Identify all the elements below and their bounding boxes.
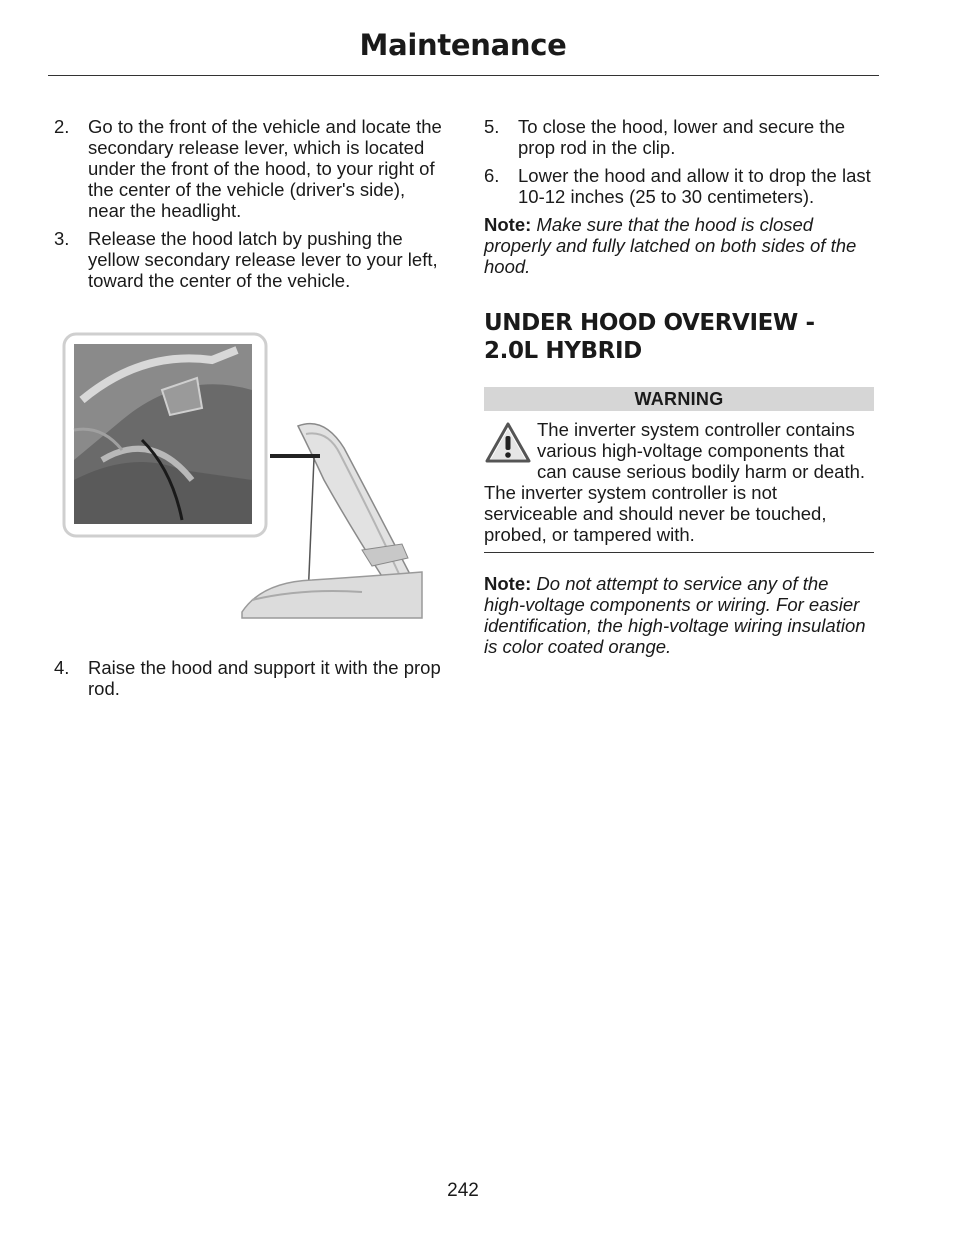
hood-latch-illustration — [62, 330, 430, 622]
step-text: To close the hood, lower and secure the prop rod in the clip. — [518, 116, 846, 158]
list-item — [484, 165, 874, 207]
step-number: 4. — [54, 657, 70, 678]
step-number: 6. — [484, 165, 500, 186]
list-item — [484, 116, 874, 158]
note — [484, 573, 874, 657]
warning-triangle-icon — [484, 421, 532, 465]
title-divider — [48, 75, 879, 76]
page-title: Maintenance — [359, 28, 567, 62]
list-item — [54, 228, 446, 291]
list-item — [54, 657, 446, 699]
step-number: 5. — [484, 116, 500, 137]
warning-title: WARNING — [484, 387, 874, 411]
note-label: Note: — [484, 573, 532, 594]
note-text: Make sure that the hood is closed properly and fully latched on both sides of the hood. — [484, 214, 857, 277]
right-column — [484, 116, 874, 664]
warning-box — [484, 411, 874, 552]
step-text: Raise the hood and support it with the prop rod. — [88, 657, 441, 699]
list-item — [54, 116, 446, 221]
left-column — [54, 116, 446, 298]
step-text: Lower the hood and allow it to drop the last 10-12 inches (25 to 30 centimeters). — [518, 165, 871, 207]
page-number: 242 — [447, 1180, 479, 1201]
step-number: 3. — [54, 228, 70, 249]
note — [484, 214, 874, 277]
note-label: Note: — [484, 214, 532, 235]
left-column-continued — [54, 657, 446, 706]
step-text: Go to the front of the vehicle and locate the secondary release lever, which is located under the front of the hood, to your right of the center of the vehicle (driver's side), near the headlight. — [88, 116, 442, 221]
note-text: Do not attempt to service any of the high-voltage components or wiring. For easier identification, the high-voltage wiring insulation is color coated orange. — [484, 573, 866, 657]
step-number: 2. — [54, 116, 70, 137]
step-text: Release the hood latch by pushing the yellow secondary release lever to your left, toward the center of the vehicle. — [88, 228, 438, 291]
warning-divider — [484, 552, 874, 553]
warning-text: The inverter system controller contains various high-voltage components that can cause serious bodily harm or death. The inverter system controller is not serviceable and should never be touched, probed, or tampered with. — [484, 419, 866, 545]
section-heading: UNDER HOOD OVERVIEW - 2.0L HYBRID — [484, 310, 815, 364]
